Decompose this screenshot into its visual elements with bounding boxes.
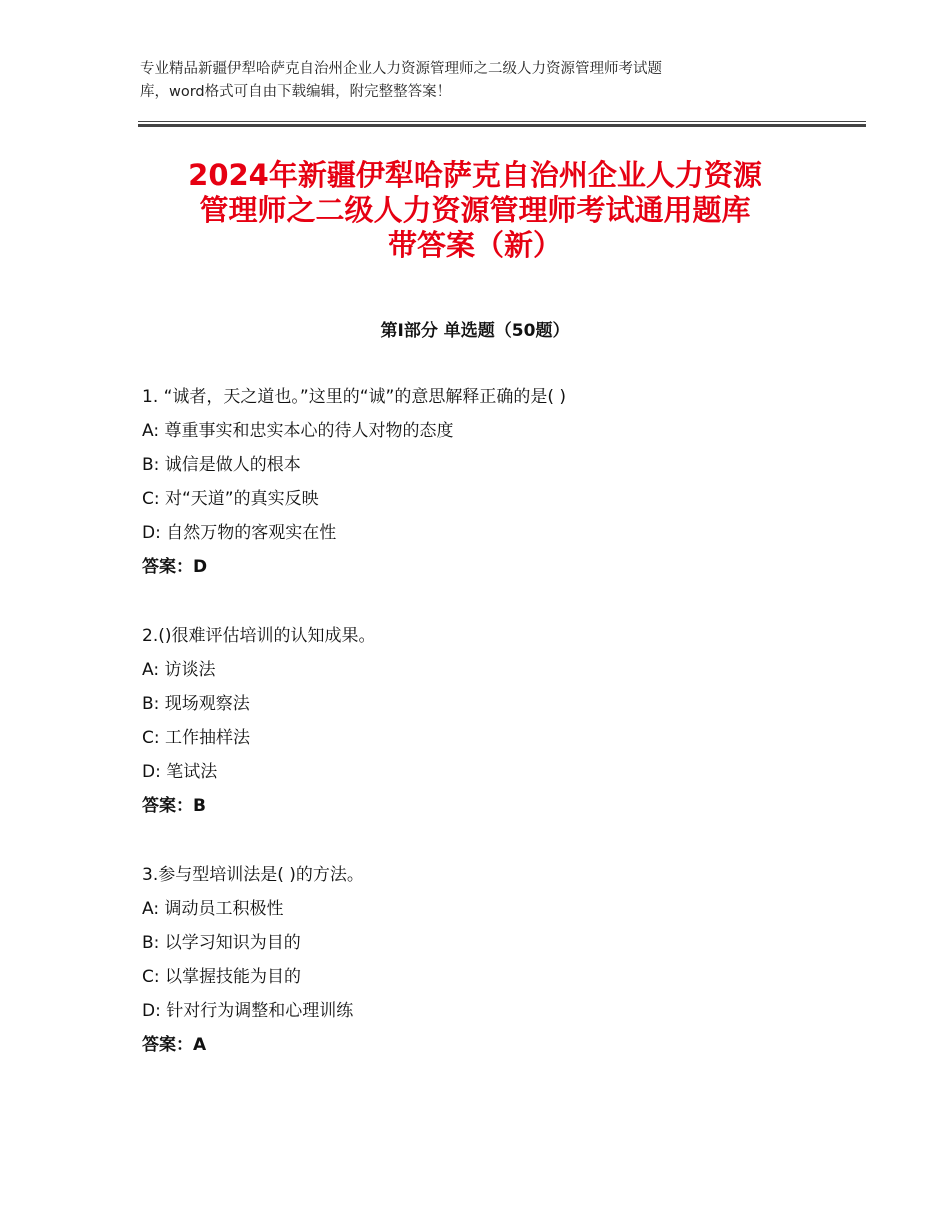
document-title — [100, 158, 850, 263]
option-c: C: 工作抽样法 — [142, 728, 251, 748]
question-stem: 3.参与型培训法是( )的方法。 — [142, 865, 364, 885]
question-3 — [142, 858, 842, 1062]
header-note-line-2: 库，word格式可自由下载编辑，附完整整答案！ — [140, 84, 452, 100]
question-2 — [142, 619, 842, 823]
option-d: D: 笔试法 — [142, 762, 218, 782]
option-a: A: 尊重事实和忠实本心的待人对物的态度 — [142, 421, 454, 441]
option-b: B: 诚信是做人的根本 — [142, 455, 301, 475]
header-divider-thin — [138, 121, 866, 122]
answer-line: 答案：A — [142, 1035, 207, 1055]
answer-line: 答案：B — [142, 796, 206, 816]
question-1 — [142, 380, 842, 584]
option-d: D: 针对行为调整和心理训练 — [142, 1001, 354, 1021]
section-heading: 第Ⅰ部分 单选题（50题） — [380, 321, 570, 341]
option-a: A: 访谈法 — [142, 660, 216, 680]
header-divider-thick — [138, 124, 866, 127]
title-line-1: 2024年新疆伊犁哈萨克自治州企业人力资源 — [188, 158, 762, 192]
header-note-line-1: 专业精品新疆伊犁哈萨克自治州企业人力资源管理师之二级人力资源管理师考试题 — [140, 61, 662, 77]
option-a: A: 调动员工积极性 — [142, 899, 284, 919]
option-d: D: 自然万物的客观实在性 — [142, 523, 337, 543]
title-line-3: 带答案（新） — [387, 228, 562, 262]
option-b: B: 以学习知识为目的 — [142, 933, 301, 953]
answer-line: 答案：D — [142, 557, 208, 577]
question-stem: 2.()很难评估培训的认知成果。 — [142, 626, 376, 646]
header-note — [140, 58, 830, 104]
option-b: B: 现场观察法 — [142, 694, 250, 714]
title-line-2: 管理师之二级人力资源管理师考试通用题库 — [199, 193, 751, 227]
option-c: C: 对“天道”的真实反映 — [142, 489, 319, 509]
option-c: C: 以掌握技能为目的 — [142, 967, 302, 987]
question-stem: 1. “诚者，天之道也。”这里的“诚”的意思解释正确的是( ) — [142, 387, 567, 407]
